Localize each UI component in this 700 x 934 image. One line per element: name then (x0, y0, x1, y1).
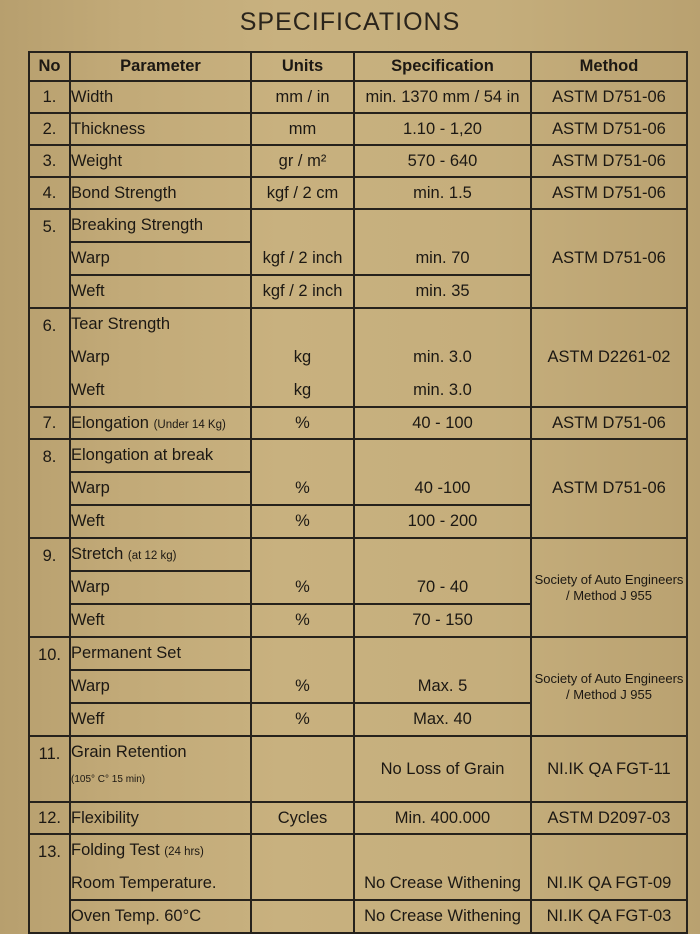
sub-parameter-weft: Weft (70, 374, 251, 407)
parameter-note: (105° C° 15 min) (71, 774, 146, 785)
row-number: 9. (29, 538, 70, 637)
spec-cell: 1.10 - 1,20 (354, 113, 531, 145)
units-cell: kgf / 2 cm (251, 177, 354, 209)
units-cell (251, 637, 354, 670)
spec-cell (354, 538, 531, 571)
parameter-cell: Bond Strength (70, 177, 251, 209)
method-cell: NI.IK QA FGT-11 (531, 736, 687, 802)
parameter-label: Stretch (71, 545, 124, 563)
table-row (29, 81, 687, 113)
method-cell: ASTM D751-06 (531, 177, 687, 209)
parameter-cell: Flexibility (70, 802, 251, 834)
spec-cell: 100 - 200 (354, 505, 531, 538)
spec-cell: min. 3.0 (354, 374, 531, 407)
spec-cell: 70 - 150 (354, 604, 531, 637)
units-cell: kgf / 2 inch (251, 275, 354, 308)
parameter-cell (70, 538, 251, 571)
table-row (29, 802, 687, 834)
spec-cell: min. 70 (354, 242, 531, 275)
units-cell (251, 834, 354, 867)
method-cell: ASTM D751-06 (531, 439, 687, 538)
units-cell: % (251, 604, 354, 637)
parameter-cell: Thickness (70, 113, 251, 145)
row-number: 2. (29, 113, 70, 145)
spec-cell: 40 - 100 (354, 407, 531, 439)
units-cell: % (251, 407, 354, 439)
units-cell: gr / m² (251, 145, 354, 177)
spec-cell (354, 209, 531, 242)
sub-parameter-weft: Weft (70, 604, 251, 637)
row-number: 7. (29, 407, 70, 439)
units-cell: % (251, 670, 354, 703)
header-method: Method (531, 52, 687, 81)
parameter-cell: Tear Strength (70, 308, 251, 341)
header-specification: Specification (354, 52, 531, 81)
table-row (29, 145, 687, 177)
units-cell: % (251, 505, 354, 538)
units-cell: % (251, 571, 354, 604)
spec-cell: min. 3.0 (354, 341, 531, 374)
method-cell: ASTM D2261-02 (531, 308, 687, 407)
sub-parameter-warp: Warp (70, 472, 251, 505)
table-row (29, 900, 687, 933)
header-no: No (29, 52, 70, 81)
table-row (29, 736, 687, 802)
spec-cell (354, 637, 531, 670)
spec-cell: min. 1370 mm / 54 in (354, 81, 531, 113)
spec-cell (354, 439, 531, 472)
header-parameter: Parameter (70, 52, 251, 81)
spec-cell: Max. 40 (354, 703, 531, 736)
row-number: 3. (29, 145, 70, 177)
parameter-cell (70, 407, 251, 439)
units-cell (251, 308, 354, 341)
spec-cell: min. 35 (354, 275, 531, 308)
method-cell: ASTM D2097-03 (531, 802, 687, 834)
parameter-label: Grain Retention (71, 743, 187, 761)
sub-parameter-warp: Warp (70, 571, 251, 604)
table-row (29, 637, 687, 670)
spec-cell: No Crease Withening (354, 900, 531, 933)
row-number: 1. (29, 81, 70, 113)
parameter-cell: Weight (70, 145, 251, 177)
table-row (29, 308, 687, 341)
parameter-cell: Width (70, 81, 251, 113)
parameter-cell: Elongation at break (70, 439, 251, 472)
row-number: 4. (29, 177, 70, 209)
units-cell (251, 736, 354, 802)
table-row (29, 834, 687, 867)
method-cell (531, 834, 687, 867)
row-number: 13. (29, 834, 70, 933)
spec-cell: 70 - 40 (354, 571, 531, 604)
row-number: 6. (29, 308, 70, 407)
units-cell: mm (251, 113, 354, 145)
units-cell: % (251, 703, 354, 736)
spec-cell: 40 -100 (354, 472, 531, 505)
units-cell: Cycles (251, 802, 354, 834)
parameter-label: Elongation (71, 413, 149, 432)
table-row (29, 113, 687, 145)
parameter-cell (70, 736, 251, 802)
spec-cell: Min. 400.000 (354, 802, 531, 834)
spec-cell: No Crease Withening (354, 867, 531, 900)
method-cell: ASTM D751-06 (531, 113, 687, 145)
sub-parameter-oven: Oven Temp. 60°C (70, 900, 251, 933)
method-cell: ASTM D751-06 (531, 209, 687, 308)
spec-cell: 570 - 640 (354, 145, 531, 177)
row-number: 5. (29, 209, 70, 308)
table-row (29, 209, 687, 242)
parameter-cell (70, 834, 251, 867)
parameter-label: Folding Test (71, 841, 160, 859)
header-units: Units (251, 52, 354, 81)
row-number: 11. (29, 736, 70, 802)
parameter-cell: Breaking Strength (70, 209, 251, 242)
units-cell: mm / in (251, 81, 354, 113)
header-row (29, 52, 687, 81)
row-number: 10. (29, 637, 70, 736)
parameter-cell: Permanent Set (70, 637, 251, 670)
page-title: SPECIFICATIONS (239, 8, 461, 36)
method-cell: Society of Auto Engineers / Method J 955 (531, 637, 687, 736)
method-cell: ASTM D751-06 (531, 407, 687, 439)
sub-parameter-weft: Weff (70, 703, 251, 736)
method-cell: ASTM D751-06 (531, 145, 687, 177)
method-cell: ASTM D751-06 (531, 81, 687, 113)
spec-cell (354, 834, 531, 867)
parameter-note: (Under 14 Kg) (153, 418, 226, 431)
units-cell: kg (251, 341, 354, 374)
units-cell (251, 209, 354, 242)
row-number: 8. (29, 439, 70, 538)
units-cell: kgf / 2 inch (251, 242, 354, 275)
spec-cell (354, 308, 531, 341)
parameter-note: (at 12 kg) (127, 550, 177, 562)
parameter-note: (24 hrs) (164, 846, 204, 858)
sub-parameter-weft: Weft (70, 275, 251, 308)
spec-cell: No Loss of Grain (354, 736, 531, 802)
table-row (29, 177, 687, 209)
row-number: 12. (29, 802, 70, 834)
method-cell: NI.IK QA FGT-03 (531, 900, 687, 933)
table-row (29, 439, 687, 472)
sub-parameter-warp: Warp (70, 242, 251, 275)
units-cell: % (251, 472, 354, 505)
table-row (29, 407, 687, 439)
method-cell: Society of Auto Engineers / Method J 955 (531, 538, 687, 637)
units-cell (251, 900, 354, 933)
sub-parameter-warp: Warp (70, 670, 251, 703)
units-cell (251, 538, 354, 571)
spec-cell: min. 1.5 (354, 177, 531, 209)
sub-parameter-weft: Weft (70, 505, 251, 538)
units-cell: kg (251, 374, 354, 407)
sub-parameter-warp: Warp (70, 341, 251, 374)
sub-parameter-room: Room Temperature. (70, 867, 251, 900)
table-row (29, 867, 687, 900)
method-cell: NI.IK QA FGT-09 (531, 867, 687, 900)
units-cell (251, 867, 354, 900)
specifications-table (28, 51, 688, 934)
table-row (29, 538, 687, 571)
spec-cell: Max. 5 (354, 670, 531, 703)
units-cell (251, 439, 354, 472)
